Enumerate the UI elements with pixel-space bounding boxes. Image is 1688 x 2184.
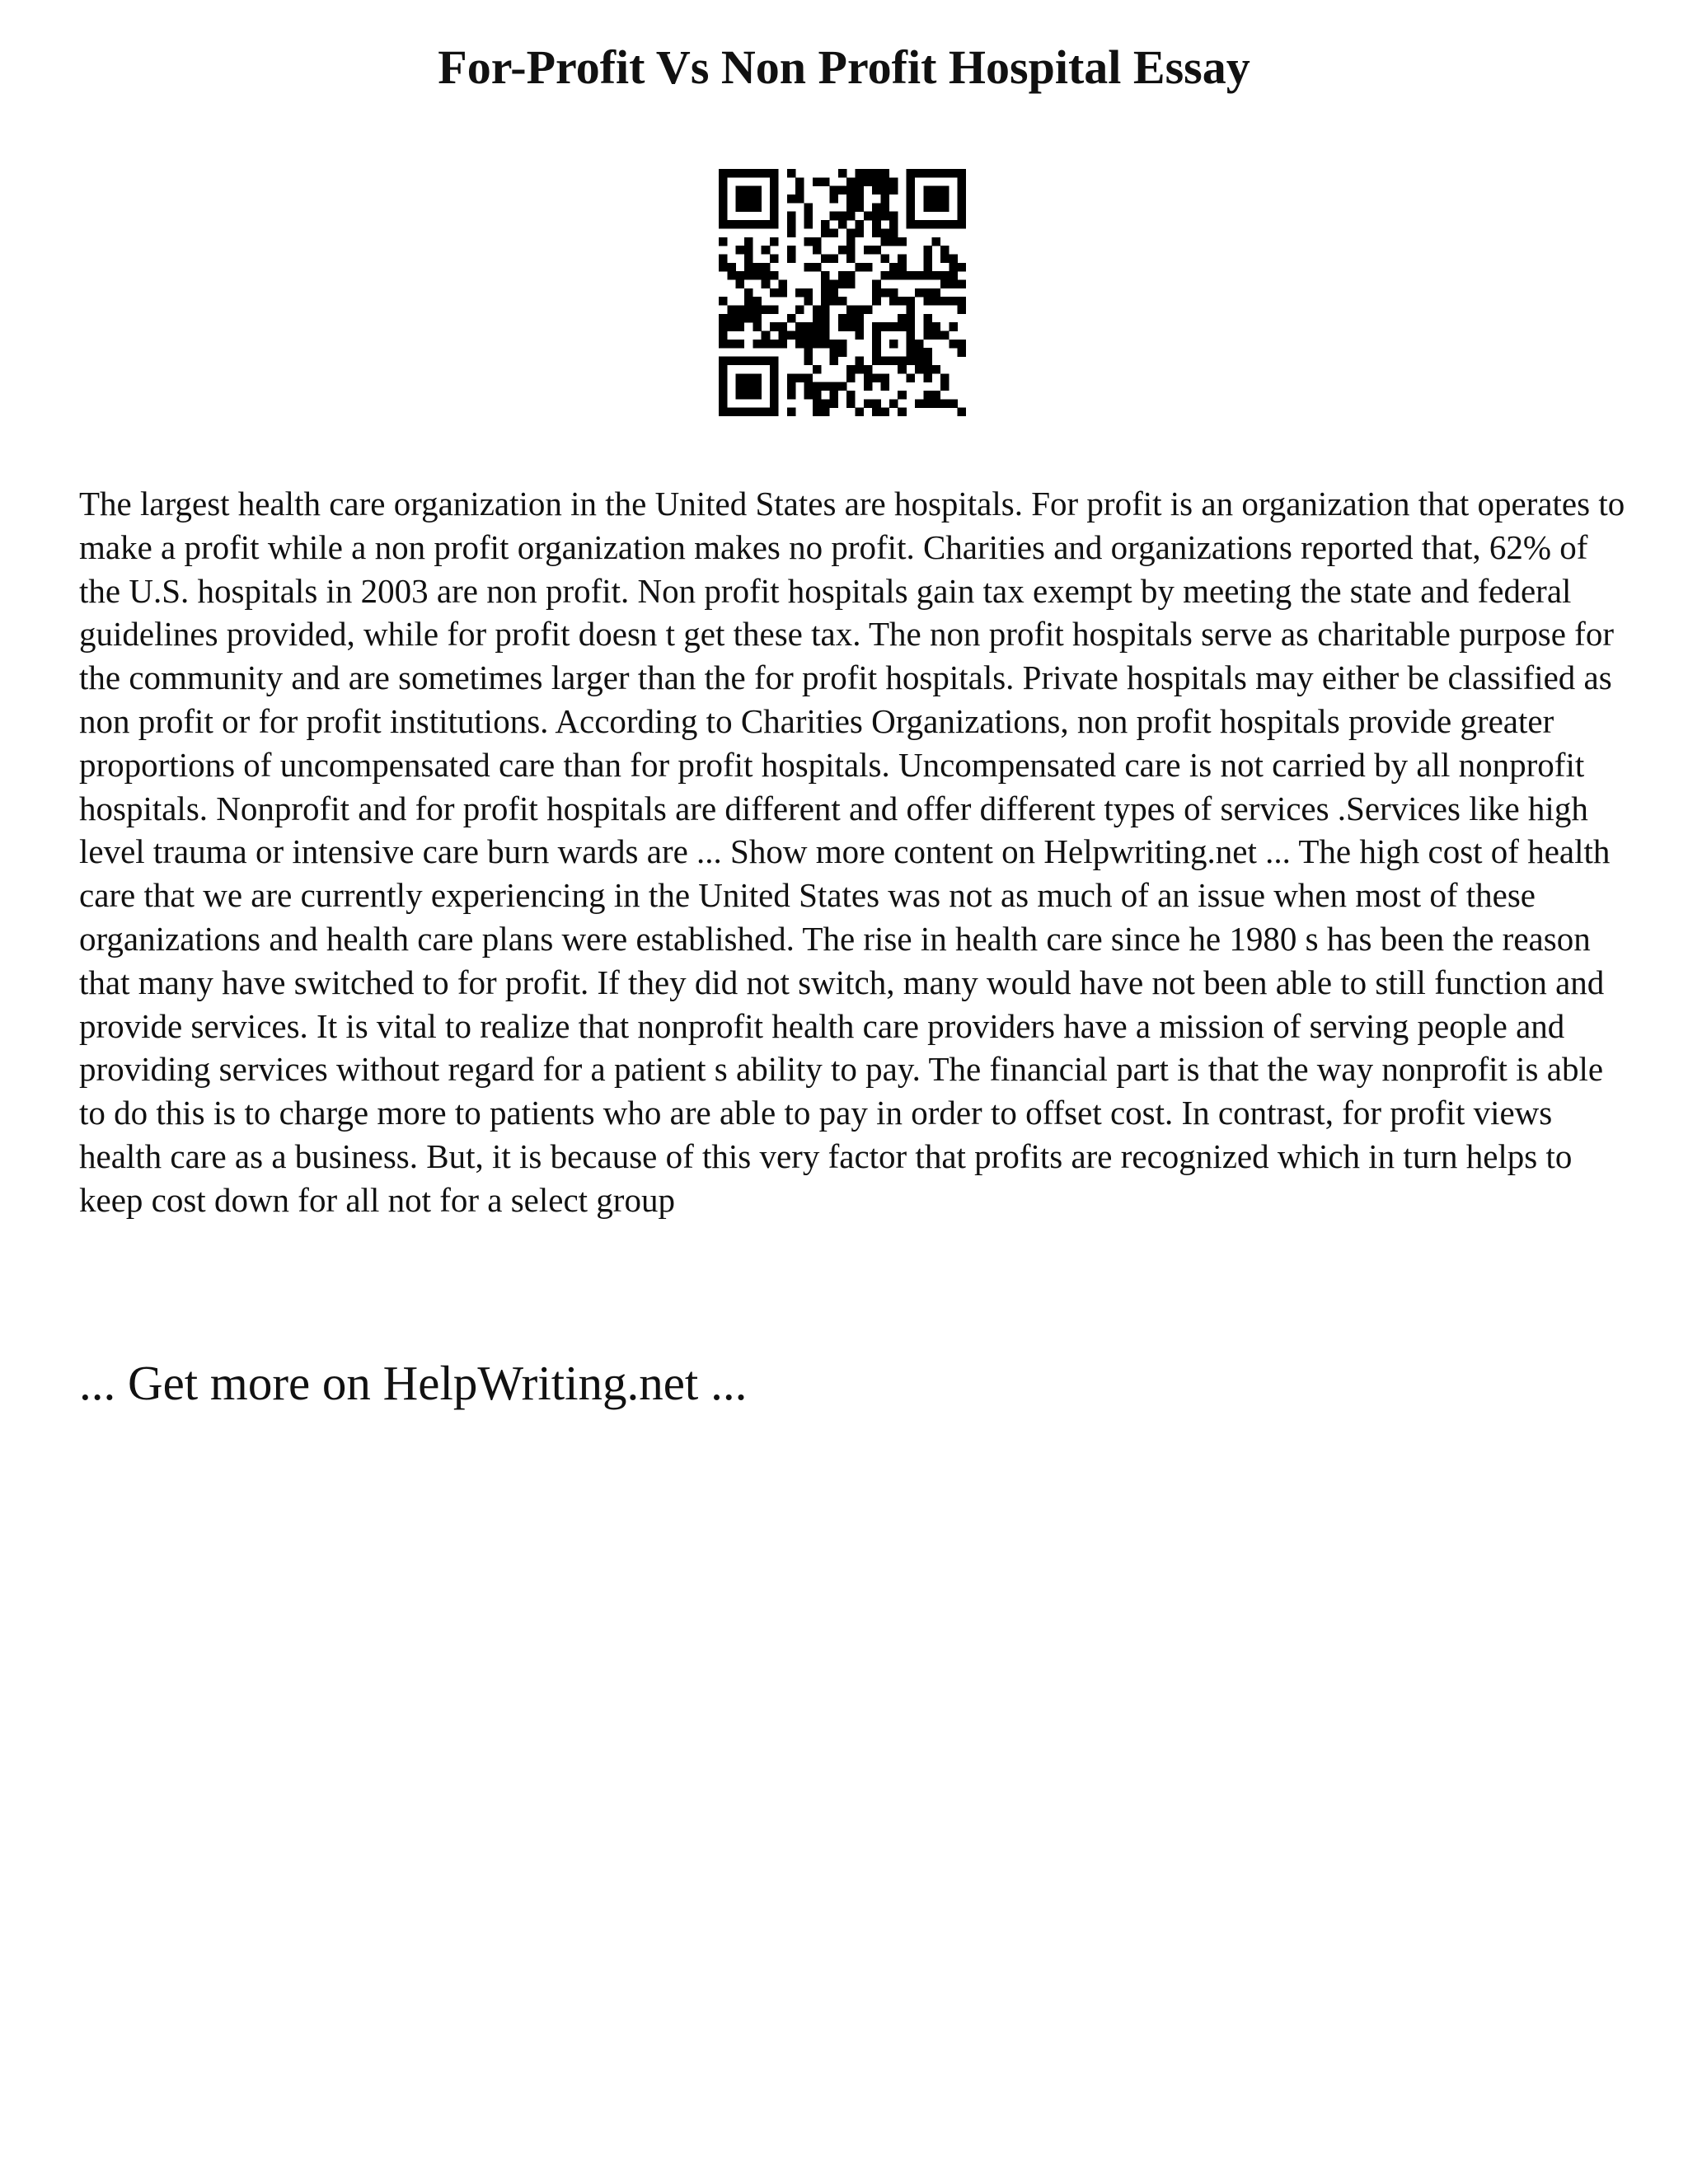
get-more-link[interactable]: ... Get more on HelpWriting.net ... — [79, 1356, 748, 1410]
page-title: For-Profit Vs Non Profit Hospital Essay — [438, 40, 1250, 94]
qr-code-icon — [719, 169, 966, 416]
qr-code-graphic — [719, 169, 966, 416]
essay-body: The largest health care organization in the United States are hospitals. For profit is an organization that operates to make a profit while a non profit organization makes no profit. Charities and organizations reported that, 62% of the U.S. hospitals in 2003 are non profit. Non profit hospitals gain tax exempt by meeting the state and federal guidelines provided, while for profit doesn t get these tax. The non profit hospitals serve as charitable purpose for the community and are sometimes larger than the for profit hospitals. Private hospitals may either be classified as non profit or for profit institutions. According to Charities Organizations, non profit hospitals provide greater proportions of uncompensated care than for profit hospitals. Uncompensated care is not carried by all nonprofit hospitals. Nonprofit and for profit hospitals are different and offer different types of services .Services like high level trauma or intensive care burn wards are ... Show more content on Helpwriting.net ... The high cost of health care that we are currently experiencing in the United States was not as much of an issue when most of these organizations and health care plans were established. The rise in health care since he 1980 s has been the reason that many have switched to for profit. If they did not switch, many would have not been able to still function and provide services. It is vital to realize that nonprofit health care providers have a mission of serving people and providing services without regard for a patient s ability to pay. The financial part is that the way nonprofit is able to do this is to charge more to patients who are able to pay in order to offset cost. In contrast, for profit views health care as a business. But, it is because of this very factor that profits are recognized which in turn helps to keep cost down for all not for a select group — [79, 485, 1625, 1219]
